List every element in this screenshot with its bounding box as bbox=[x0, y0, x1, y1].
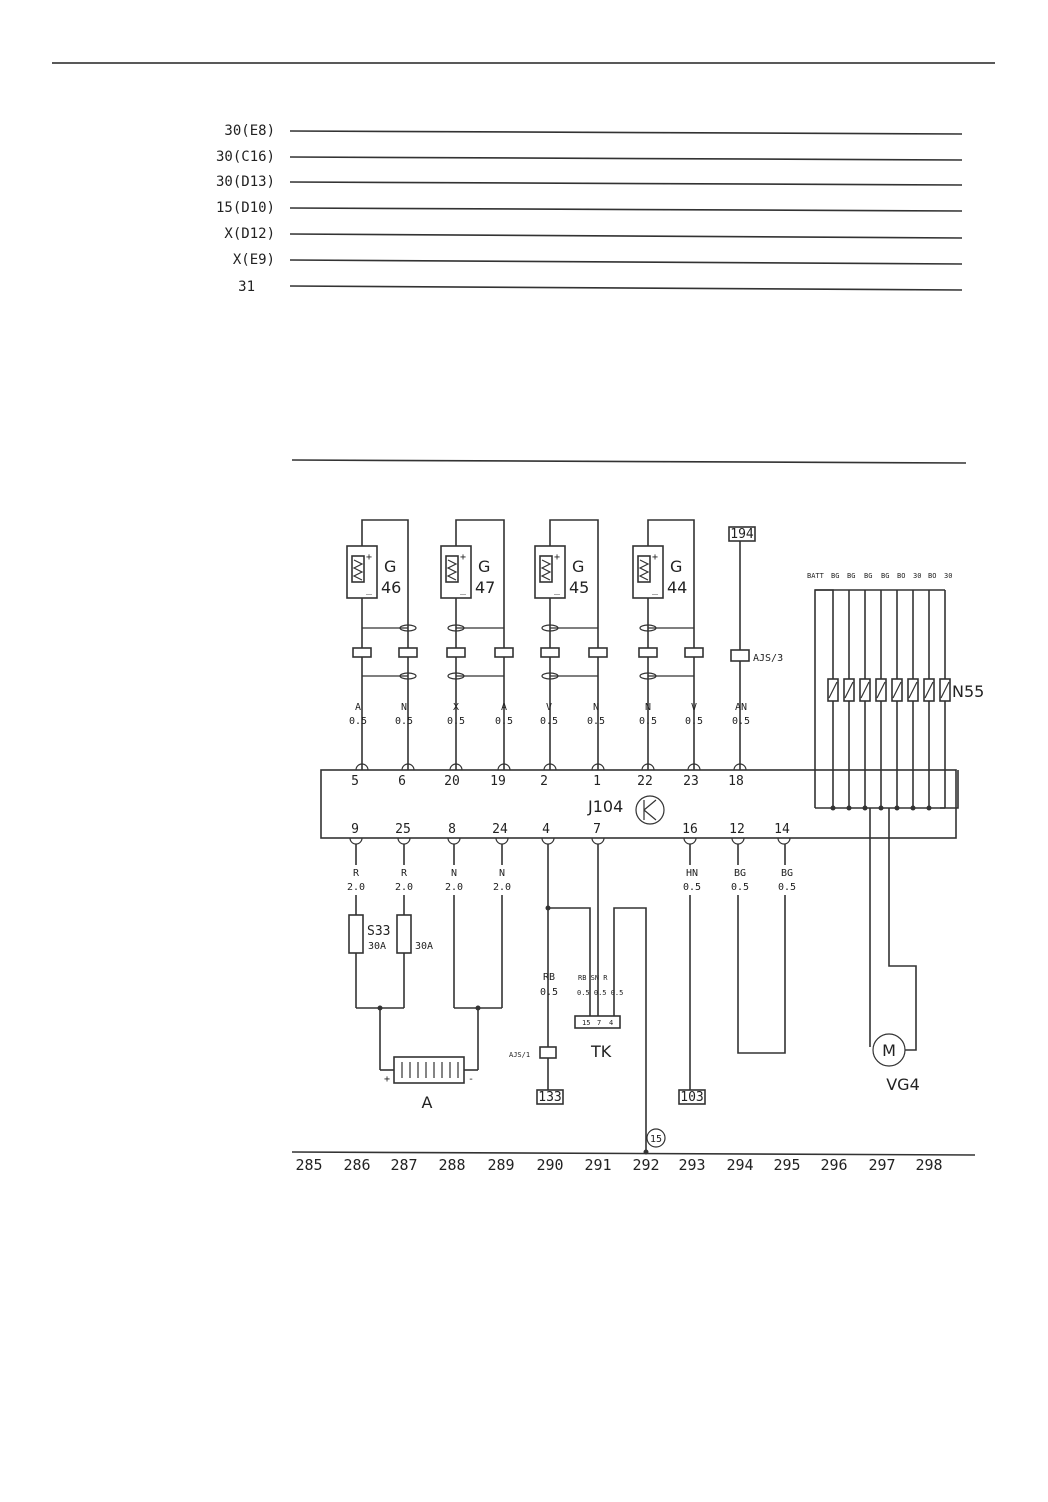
svg-text:0.5: 0.5 bbox=[684, 716, 704, 727]
bus-label-x-e9: X(E9) bbox=[232, 252, 275, 268]
svg-text:N: N bbox=[592, 702, 600, 713]
svg-text:0.5: 0.5 bbox=[539, 987, 559, 998]
svg-text:0.5: 0.5 bbox=[539, 716, 559, 727]
bus-label-30-e8: 30(E8) bbox=[224, 123, 275, 139]
svg-text:BG: BG bbox=[864, 572, 873, 580]
sensor-letter: G bbox=[572, 557, 585, 576]
svg-text:BG: BG bbox=[847, 572, 856, 580]
bus-label-30-c16: 30(C16) bbox=[215, 149, 275, 165]
svg-text:X: X bbox=[452, 702, 460, 713]
sensor-letter: G bbox=[670, 557, 683, 576]
svg-text:7: 7 bbox=[597, 1019, 602, 1027]
svg-text:2.0: 2.0 bbox=[492, 882, 512, 893]
svg-text:16: 16 bbox=[682, 822, 698, 837]
power-bus-group bbox=[216, 123, 962, 295]
svg-text:2.0: 2.0 bbox=[394, 882, 414, 893]
ecu-label: J104 bbox=[588, 797, 624, 816]
svg-text:BG: BG bbox=[733, 868, 747, 879]
ref-194: 194 bbox=[730, 527, 754, 542]
column-number: 294 bbox=[726, 1156, 754, 1174]
svg-text:8: 8 bbox=[448, 822, 456, 837]
svg-text:+: + bbox=[384, 1074, 391, 1085]
svg-text:14: 14 bbox=[774, 822, 790, 837]
sensor-g46 bbox=[347, 520, 408, 770]
sensor-g44 bbox=[633, 520, 694, 770]
ajs1-label: AJS/1 bbox=[509, 1051, 531, 1059]
bus-line bbox=[290, 286, 962, 290]
svg-text:2.0: 2.0 bbox=[444, 882, 464, 893]
svg-text:V: V bbox=[690, 702, 698, 713]
sensor-number: 45 bbox=[569, 578, 590, 597]
column-number: 285 bbox=[295, 1156, 323, 1174]
svg-text:BATT: BATT bbox=[807, 572, 824, 580]
svg-text:_: _ bbox=[460, 584, 467, 595]
fuse-rating: 30A bbox=[368, 941, 387, 952]
svg-text:+: + bbox=[554, 552, 561, 563]
svg-text:4: 4 bbox=[609, 1019, 614, 1027]
svg-text:R: R bbox=[400, 868, 408, 879]
bus-line bbox=[290, 131, 962, 134]
svg-text:0.5: 0.5 bbox=[638, 716, 658, 727]
sensor-number: 44 bbox=[667, 578, 688, 597]
svg-text:0.5: 0.5 bbox=[777, 882, 797, 893]
top-pins bbox=[356, 764, 746, 770]
svg-text:+: + bbox=[460, 552, 467, 563]
svg-text:0.5: 0.5 bbox=[682, 882, 702, 893]
svg-text:0.5: 0.5 bbox=[586, 716, 606, 727]
svg-text:20: 20 bbox=[444, 774, 460, 789]
ecu-j104 bbox=[321, 770, 956, 838]
bus-label-30-d13: 30(D13) bbox=[215, 174, 275, 190]
ground-label: 15 bbox=[649, 1134, 663, 1145]
svg-text:12: 12 bbox=[729, 822, 745, 837]
ref-103: 103 bbox=[680, 1090, 704, 1105]
svg-text:N: N bbox=[644, 702, 652, 713]
svg-text:BO: BO bbox=[928, 572, 937, 580]
column-number: 287 bbox=[390, 1156, 418, 1174]
svg-text:15: 15 bbox=[582, 1019, 591, 1027]
svg-text:0.5: 0.5 bbox=[494, 716, 514, 727]
svg-text:N: N bbox=[498, 868, 506, 879]
svg-text:0.5: 0.5 bbox=[731, 716, 751, 727]
fuse-battery-circuit bbox=[346, 844, 502, 1112]
column-number: 297 bbox=[868, 1156, 896, 1174]
svg-text:N: N bbox=[400, 702, 408, 713]
bus-line bbox=[290, 182, 962, 185]
svg-text:23: 23 bbox=[683, 774, 699, 789]
column-number: 289 bbox=[487, 1156, 515, 1174]
svg-text:5: 5 bbox=[351, 774, 359, 789]
bus-line bbox=[290, 260, 962, 264]
svg-text:0.5: 0.5 bbox=[348, 716, 368, 727]
shield-links bbox=[353, 625, 703, 679]
motor-symbol: M bbox=[882, 1041, 896, 1060]
svg-text:+: + bbox=[366, 552, 373, 563]
svg-text:6: 6 bbox=[398, 774, 406, 789]
n55-label: N55 bbox=[952, 682, 985, 701]
svg-text:RB: RB bbox=[542, 972, 556, 983]
column-number: 296 bbox=[820, 1156, 848, 1174]
svg-text:9: 9 bbox=[351, 822, 359, 837]
svg-text:0.5: 0.5 bbox=[730, 882, 750, 893]
svg-text:25: 25 bbox=[395, 822, 411, 837]
svg-text:A: A bbox=[354, 702, 362, 713]
svg-text:N: N bbox=[450, 868, 458, 879]
svg-text:A: A bbox=[500, 702, 508, 713]
svg-text:19: 19 bbox=[490, 774, 506, 789]
ref-133: 133 bbox=[538, 1090, 562, 1105]
svg-text:2: 2 bbox=[540, 774, 548, 789]
column-number: 288 bbox=[438, 1156, 466, 1174]
column-number: 286 bbox=[343, 1156, 371, 1174]
svg-text:BG: BG bbox=[831, 572, 840, 580]
svg-text:2.0: 2.0 bbox=[346, 882, 366, 893]
svg-text:V: V bbox=[545, 702, 553, 713]
bus-label-15-d10: 15(D10) bbox=[215, 200, 275, 216]
svg-text:BO: BO bbox=[897, 572, 906, 580]
svg-text:_: _ bbox=[652, 584, 659, 595]
ref-194-branch bbox=[729, 527, 783, 770]
bus-label-x-d12: X(D12) bbox=[224, 226, 275, 242]
svg-text:30: 30 bbox=[913, 572, 922, 580]
svg-text:+: + bbox=[652, 552, 659, 563]
tk-label: TK bbox=[591, 1042, 612, 1061]
bus-line bbox=[290, 234, 962, 238]
bus-line bbox=[290, 157, 962, 160]
column-numbers bbox=[295, 1156, 942, 1174]
svg-text:24: 24 bbox=[492, 822, 508, 837]
column-baseline bbox=[292, 1152, 975, 1155]
sensor-letter: G bbox=[478, 557, 491, 576]
bus-label-31: 31 bbox=[238, 279, 255, 295]
column-number: 291 bbox=[584, 1156, 612, 1174]
svg-text:1: 1 bbox=[593, 774, 601, 789]
svg-text:BG: BG bbox=[780, 868, 794, 879]
sensor-number: 47 bbox=[475, 578, 496, 597]
battery-label: A bbox=[421, 1093, 433, 1112]
svg-text:_: _ bbox=[366, 584, 373, 595]
sensor-g47 bbox=[441, 520, 504, 770]
fuse-rating: 30A bbox=[415, 941, 434, 952]
bottom-wire-labels bbox=[347, 868, 796, 998]
column-number: 290 bbox=[536, 1156, 564, 1174]
tk-circuit bbox=[509, 844, 665, 1155]
ajs3-label: AJS/3 bbox=[753, 653, 784, 664]
sensor-letter: G bbox=[384, 557, 397, 576]
bus-line bbox=[290, 208, 962, 211]
svg-text:22: 22 bbox=[637, 774, 653, 789]
bottom-pins bbox=[350, 838, 790, 844]
svg-text:30: 30 bbox=[944, 572, 953, 580]
svg-text:AN: AN bbox=[734, 702, 748, 713]
svg-text:0.5: 0.5 bbox=[394, 716, 414, 727]
column-number: 293 bbox=[678, 1156, 706, 1174]
svg-text:_: _ bbox=[554, 584, 561, 595]
sensor-number: 46 bbox=[381, 578, 402, 597]
svg-text:7: 7 bbox=[593, 822, 601, 837]
column-number: 295 bbox=[773, 1156, 801, 1174]
fuse-label: S33 bbox=[367, 924, 391, 939]
svg-text:0.5 0.5 0.5: 0.5 0.5 0.5 bbox=[577, 989, 624, 997]
svg-text:HN: HN bbox=[685, 868, 699, 879]
svg-text:4: 4 bbox=[542, 822, 550, 837]
svg-text:-: - bbox=[468, 1074, 475, 1085]
svg-text:RB SN R: RB SN R bbox=[578, 974, 608, 982]
n55-headers bbox=[807, 572, 952, 580]
svg-text:18: 18 bbox=[728, 774, 744, 789]
svg-text:BG: BG bbox=[881, 572, 890, 580]
column-number: 292 bbox=[632, 1156, 660, 1174]
column-number: 298 bbox=[915, 1156, 943, 1174]
sensor-g45 bbox=[535, 520, 598, 770]
svg-text:0.5: 0.5 bbox=[446, 716, 466, 727]
motor-label: VG4 bbox=[886, 1075, 920, 1094]
svg-text:R: R bbox=[352, 868, 360, 879]
bus-line-lower bbox=[292, 460, 966, 463]
